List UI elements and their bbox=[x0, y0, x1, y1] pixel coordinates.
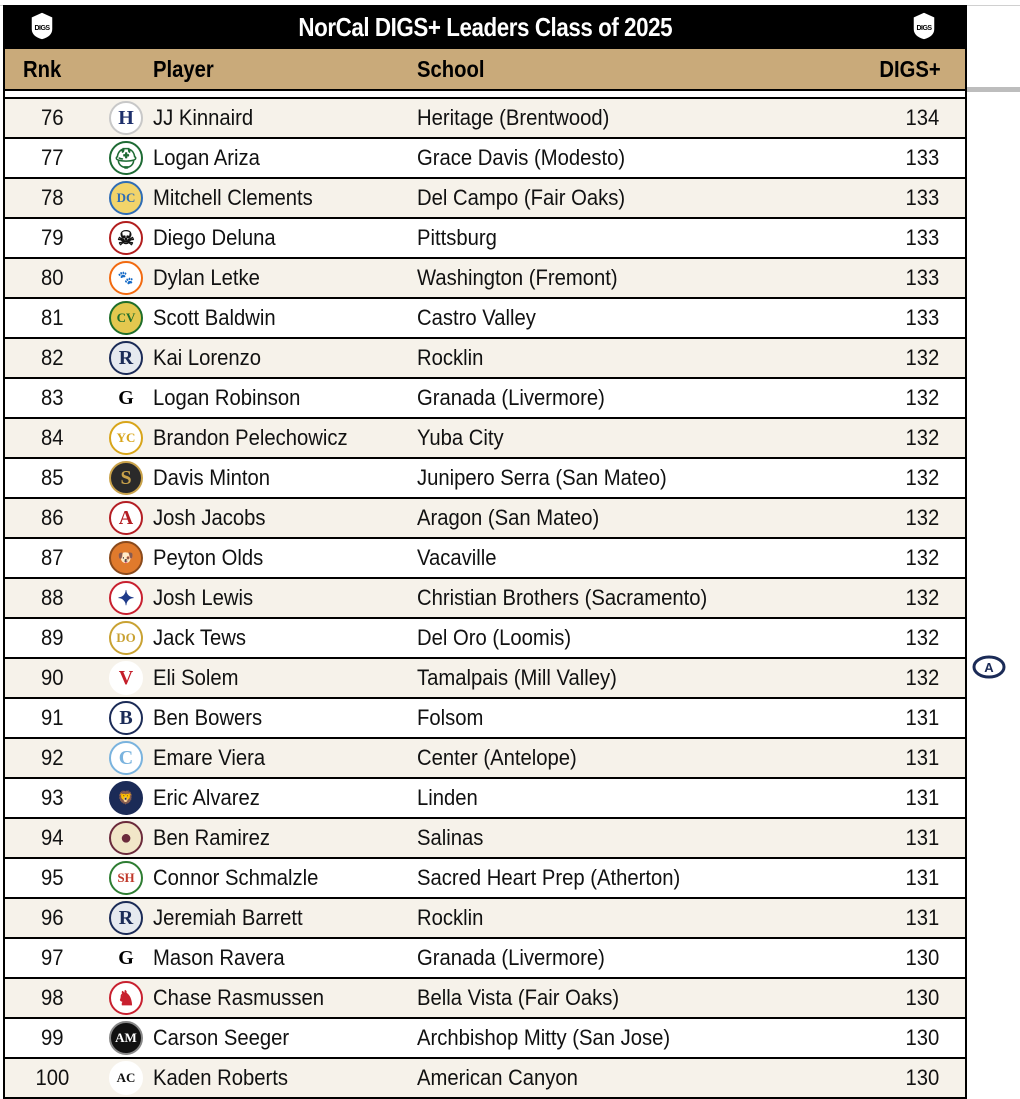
row-player: Carson Seeger bbox=[153, 1025, 290, 1050]
row-rank: 76 bbox=[40, 105, 64, 130]
digs-badge-label: DIGS bbox=[916, 25, 932, 32]
row-digs: 131 bbox=[905, 745, 940, 770]
row-school: Vacaville bbox=[417, 545, 497, 570]
heritage-logo-icon: H bbox=[109, 101, 143, 135]
row-school: Grace Davis (Modesto) bbox=[417, 145, 626, 170]
side-mark-label: A bbox=[984, 660, 994, 675]
row-rank: 100 bbox=[35, 1065, 69, 1090]
rocklin-r-logo-icon: R bbox=[109, 341, 143, 375]
table-row bbox=[5, 817, 965, 857]
table-row bbox=[5, 257, 965, 297]
center-c-logo-icon: C bbox=[109, 741, 143, 775]
del-campo-logo-icon: DC bbox=[109, 181, 143, 215]
row-rank: 87 bbox=[40, 545, 64, 570]
header-rank[interactable]: Rnk bbox=[23, 55, 62, 82]
table-row bbox=[5, 177, 965, 217]
table-row bbox=[5, 897, 965, 937]
american-canyon-logo-icon: AC bbox=[109, 1061, 143, 1095]
row-school: Rocklin bbox=[417, 345, 484, 370]
row-digs: 132 bbox=[905, 385, 940, 410]
row-rank: 78 bbox=[40, 185, 64, 210]
bronco-logo-icon: ♞ bbox=[109, 981, 143, 1015]
row-digs: 131 bbox=[905, 865, 940, 890]
row-rank: 81 bbox=[40, 305, 64, 330]
row-player: Josh Lewis bbox=[153, 585, 254, 610]
row-digs: 132 bbox=[905, 665, 940, 690]
row-rank: 93 bbox=[40, 785, 64, 810]
mitty-am-logo-icon: AM bbox=[109, 1021, 143, 1055]
row-digs: 133 bbox=[905, 225, 940, 250]
row-player: Brandon Pelechowicz bbox=[153, 425, 348, 450]
table-row bbox=[5, 737, 965, 777]
row-player: Ben Ramirez bbox=[153, 825, 270, 850]
header-gap bbox=[5, 89, 965, 97]
row-school: Tamalpais (Mill Valley) bbox=[417, 665, 617, 690]
table-row bbox=[5, 937, 965, 977]
row-player: Davis Minton bbox=[153, 465, 270, 490]
row-school: Washington (Fremont) bbox=[417, 265, 618, 290]
row-rank: 98 bbox=[40, 985, 64, 1010]
bulldog-head-logo-icon: B bbox=[109, 701, 143, 735]
uc-davis-a-icon bbox=[972, 654, 1006, 680]
lion-logo-icon: 🦁 bbox=[109, 781, 143, 815]
row-digs: 133 bbox=[905, 185, 940, 210]
row-school: American Canyon bbox=[417, 1065, 578, 1090]
row-rank: 88 bbox=[40, 585, 64, 610]
row-school: Granada (Livermore) bbox=[417, 945, 605, 970]
row-digs: 132 bbox=[905, 505, 940, 530]
table-row bbox=[5, 297, 965, 337]
row-player: Mason Ravera bbox=[153, 945, 285, 970]
row-rank: 97 bbox=[40, 945, 64, 970]
header-player[interactable]: Player bbox=[153, 55, 214, 82]
row-player: Scott Baldwin bbox=[153, 305, 276, 330]
leaders-table bbox=[3, 5, 967, 1099]
row-digs: 133 bbox=[905, 265, 940, 290]
table-row bbox=[5, 617, 965, 657]
rocklin-r-logo-icon: R bbox=[109, 901, 143, 935]
header-school[interactable]: School bbox=[417, 55, 485, 82]
row-rank: 94 bbox=[40, 825, 64, 850]
row-rank: 80 bbox=[40, 265, 64, 290]
table-row bbox=[5, 537, 965, 577]
row-player: Mitchell Clements bbox=[153, 185, 313, 210]
aragon-a-logo-icon: A bbox=[109, 501, 143, 535]
paw-print-logo-icon: 🐾 bbox=[109, 261, 143, 295]
row-school: Yuba City bbox=[417, 425, 504, 450]
row-player: Dylan Letke bbox=[153, 265, 260, 290]
row-digs: 131 bbox=[905, 785, 940, 810]
digs-badge-label: DIGS bbox=[34, 25, 50, 32]
row-player: Ben Bowers bbox=[153, 705, 263, 730]
row-player: Josh Jacobs bbox=[153, 505, 266, 530]
row-rank: 89 bbox=[40, 625, 64, 650]
table-title: NorCal DIGS+ Leaders Class of 2025 bbox=[298, 11, 672, 42]
row-player: Jack Tews bbox=[153, 625, 246, 650]
digs-badge-icon bbox=[911, 11, 937, 41]
row-rank: 86 bbox=[40, 505, 64, 530]
row-player: Diego Deluna bbox=[153, 225, 276, 250]
row-player: Peyton Olds bbox=[153, 545, 264, 570]
row-player: Jeremiah Barrett bbox=[153, 905, 303, 930]
table-row bbox=[5, 217, 965, 257]
row-digs: 132 bbox=[905, 545, 940, 570]
table-row bbox=[5, 1017, 965, 1057]
row-digs: 132 bbox=[905, 625, 940, 650]
castro-valley-logo-icon: CV bbox=[109, 301, 143, 335]
bulldog-logo-icon: 🐶 bbox=[109, 541, 143, 575]
row-player: Eli Solem bbox=[153, 665, 239, 690]
row-rank: 79 bbox=[40, 225, 64, 250]
row-school: Christian Brothers (Sacramento) bbox=[417, 585, 708, 610]
row-rank: 99 bbox=[40, 1025, 64, 1050]
salinas-seal-logo-icon: ● bbox=[109, 821, 143, 855]
sheet-divider bbox=[966, 87, 1020, 92]
row-school: Archbishop Mitty (San Jose) bbox=[417, 1025, 671, 1050]
row-rank: 96 bbox=[40, 905, 64, 930]
row-digs: 130 bbox=[905, 985, 940, 1010]
row-digs: 131 bbox=[905, 705, 940, 730]
row-school: Aragon (San Mateo) bbox=[417, 505, 600, 530]
row-player: Eric Alvarez bbox=[153, 785, 260, 810]
row-school: Del Oro (Loomis) bbox=[417, 625, 572, 650]
del-oro-logo-icon: DO bbox=[109, 621, 143, 655]
row-rank: 95 bbox=[40, 865, 64, 890]
row-school: Heritage (Brentwood) bbox=[417, 105, 610, 130]
row-player: Chase Rasmussen bbox=[153, 985, 325, 1010]
row-school: Bella Vista (Fair Oaks) bbox=[417, 985, 620, 1010]
shp-gator-logo-icon: SH bbox=[109, 861, 143, 895]
row-rank: 77 bbox=[40, 145, 64, 170]
table-row bbox=[5, 657, 965, 697]
row-digs: 132 bbox=[905, 585, 940, 610]
row-rank: 82 bbox=[40, 345, 64, 370]
row-digs: 131 bbox=[905, 825, 940, 850]
row-rank: 90 bbox=[40, 665, 64, 690]
row-school: Folsom bbox=[417, 705, 484, 730]
digs-badge-icon bbox=[29, 11, 55, 41]
table-row bbox=[5, 857, 965, 897]
row-digs: 132 bbox=[905, 425, 940, 450]
row-school: Center (Antelope) bbox=[417, 745, 577, 770]
row-school: Castro Valley bbox=[417, 305, 536, 330]
row-digs: 133 bbox=[905, 305, 940, 330]
title-bar bbox=[5, 7, 965, 47]
table-row bbox=[5, 137, 965, 177]
table-row bbox=[5, 577, 965, 617]
row-school: Sacred Heart Prep (Atherton) bbox=[417, 865, 681, 890]
table-row bbox=[5, 377, 965, 417]
row-rank: 91 bbox=[40, 705, 64, 730]
row-school: Pittsburg bbox=[417, 225, 497, 250]
table-body bbox=[5, 97, 965, 1097]
tamalpais-bird-logo-icon: V bbox=[109, 661, 143, 695]
row-school: Salinas bbox=[417, 825, 484, 850]
row-digs: 130 bbox=[905, 945, 940, 970]
granada-g-logo-icon: G bbox=[109, 381, 143, 415]
row-digs: 130 bbox=[905, 1025, 940, 1050]
table-row bbox=[5, 457, 965, 497]
table-row bbox=[5, 1057, 965, 1097]
row-school: Rocklin bbox=[417, 905, 484, 930]
row-player: Kaden Roberts bbox=[153, 1065, 289, 1090]
row-rank: 92 bbox=[40, 745, 64, 770]
row-school: Junipero Serra (San Mateo) bbox=[417, 465, 667, 490]
granada-g-logo-icon: G bbox=[109, 941, 143, 975]
table-row bbox=[5, 497, 965, 537]
row-digs: 131 bbox=[905, 905, 940, 930]
row-school: Granada (Livermore) bbox=[417, 385, 605, 410]
row-school: Del Campo (Fair Oaks) bbox=[417, 185, 626, 210]
row-digs: 132 bbox=[905, 345, 940, 370]
row-player: Emare Viera bbox=[153, 745, 266, 770]
row-rank: 85 bbox=[40, 465, 64, 490]
row-player: Logan Robinson bbox=[153, 385, 301, 410]
row-rank: 83 bbox=[40, 385, 64, 410]
yuba-city-logo-icon: YC bbox=[109, 421, 143, 455]
pirate-logo-icon: ☠ bbox=[109, 221, 143, 255]
row-digs: 132 bbox=[905, 465, 940, 490]
row-digs: 130 bbox=[905, 1065, 940, 1090]
row-player: Logan Ariza bbox=[153, 145, 260, 170]
spartan-helmet-logo-icon: ⛑ bbox=[109, 141, 143, 175]
row-digs: 134 bbox=[905, 105, 940, 130]
table-row bbox=[5, 977, 965, 1017]
row-school: Linden bbox=[417, 785, 478, 810]
serra-s-logo-icon: S bbox=[109, 461, 143, 495]
row-digs: 133 bbox=[905, 145, 940, 170]
row-rank: 84 bbox=[40, 425, 64, 450]
row-player: Kai Lorenzo bbox=[153, 345, 262, 370]
table-row bbox=[5, 97, 965, 137]
row-player: JJ Kinnaird bbox=[153, 105, 254, 130]
falcon-logo-icon: ✦ bbox=[109, 581, 143, 615]
table-row bbox=[5, 337, 965, 377]
row-player: Connor Schmalzle bbox=[153, 865, 319, 890]
table-row bbox=[5, 417, 965, 457]
table-row bbox=[5, 777, 965, 817]
column-header-row bbox=[5, 47, 965, 89]
table-row bbox=[5, 697, 965, 737]
header-digs[interactable]: DIGS+ bbox=[879, 55, 941, 82]
